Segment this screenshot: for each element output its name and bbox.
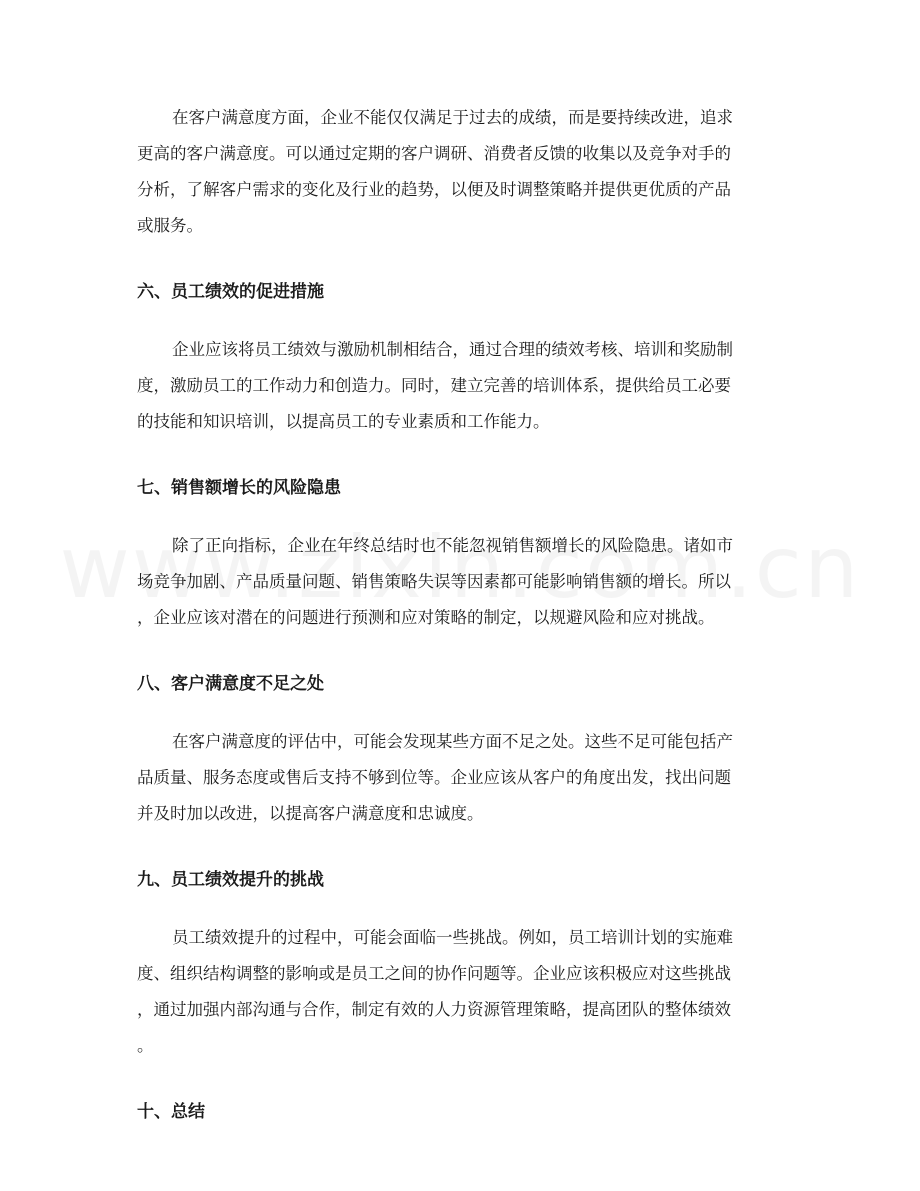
paragraph-line: 或服务。	[137, 216, 203, 235]
paragraph-line: 员工绩效提升的过程中，可能会面临一些挑战。例如，员工培训计划的实施难	[172, 928, 733, 947]
paragraph-line: 在客户满意度的评估中，可能会发现某些方面不足之处。这些不足可能包括产	[172, 732, 733, 751]
paragraph-line: 企业应该将员工绩效与激励机制相结合，通过合理的绩效考核、培训和奖励制	[172, 340, 733, 359]
paragraph-customer-satisfaction-improvement	[137, 100, 789, 244]
paragraph-employee-performance-challenges	[137, 920, 789, 1064]
paragraph-line: 度，激励员工的工作动力和创造力。同时，建立完善的培训体系，提供给员工必要	[137, 376, 731, 395]
section-heading-9: 九、员工绩效提升的挑战	[137, 870, 324, 890]
paragraph-line: 除了正向指标，企业在年终总结时也不能忽视销售额增长的风险隐患。诸如市	[172, 536, 733, 555]
paragraph-line: 分析，了解客户需求的变化及行业的趋势，以便及时调整策略并提供更优质的产品	[137, 180, 731, 199]
section-heading-6: 六、员工绩效的促进措施	[137, 282, 324, 302]
paragraph-customer-satisfaction-shortcomings	[137, 724, 789, 832]
paragraph-line: 的技能和知识培训，以提高员工的专业素质和工作能力。	[137, 412, 550, 431]
paragraph-line: 更高的客户满意度。可以通过定期的客户调研、消费者反馈的收集以及竞争对手的	[137, 144, 731, 163]
paragraph-line: 品质量、服务态度或售后支持不够到位等。企业应该从客户的角度出发，找出问题	[137, 768, 731, 787]
paragraph-line: 场竞争加剧、产品质量问题、销售策略失误等因素都可能影响销售额的增长。所以	[137, 572, 731, 591]
paragraph-line: ，通过加强内部沟通与合作，制定有效的人力资源管理策略，提高团队的整体绩效	[137, 1000, 731, 1019]
document-body	[137, 100, 789, 1130]
paragraph-sales-growth-risks	[137, 528, 789, 636]
section-heading-10: 十、总结	[137, 1102, 205, 1122]
paragraph-line: 度、组织结构调整的影响或是员工之间的协作问题等。企业应该积极应对这些挑战	[137, 964, 731, 983]
paragraph-line: 。	[137, 1036, 154, 1055]
paragraph-line: 并及时加以改进，以提高客户满意度和忠诚度。	[137, 804, 484, 823]
section-heading-8: 八、客户满意度不足之处	[137, 674, 324, 694]
section-heading-7: 七、销售额增长的风险隐患	[137, 478, 341, 498]
paragraph-line: ，企业应该对潜在的问题进行预测和应对策略的制定，以规避风险和应对挑战。	[137, 608, 715, 627]
paragraph-employee-performance-measures	[137, 332, 789, 440]
paragraph-line: 在客户满意度方面，企业不能仅仅满足于过去的成绩，而是要持续改进，追求	[172, 108, 733, 127]
